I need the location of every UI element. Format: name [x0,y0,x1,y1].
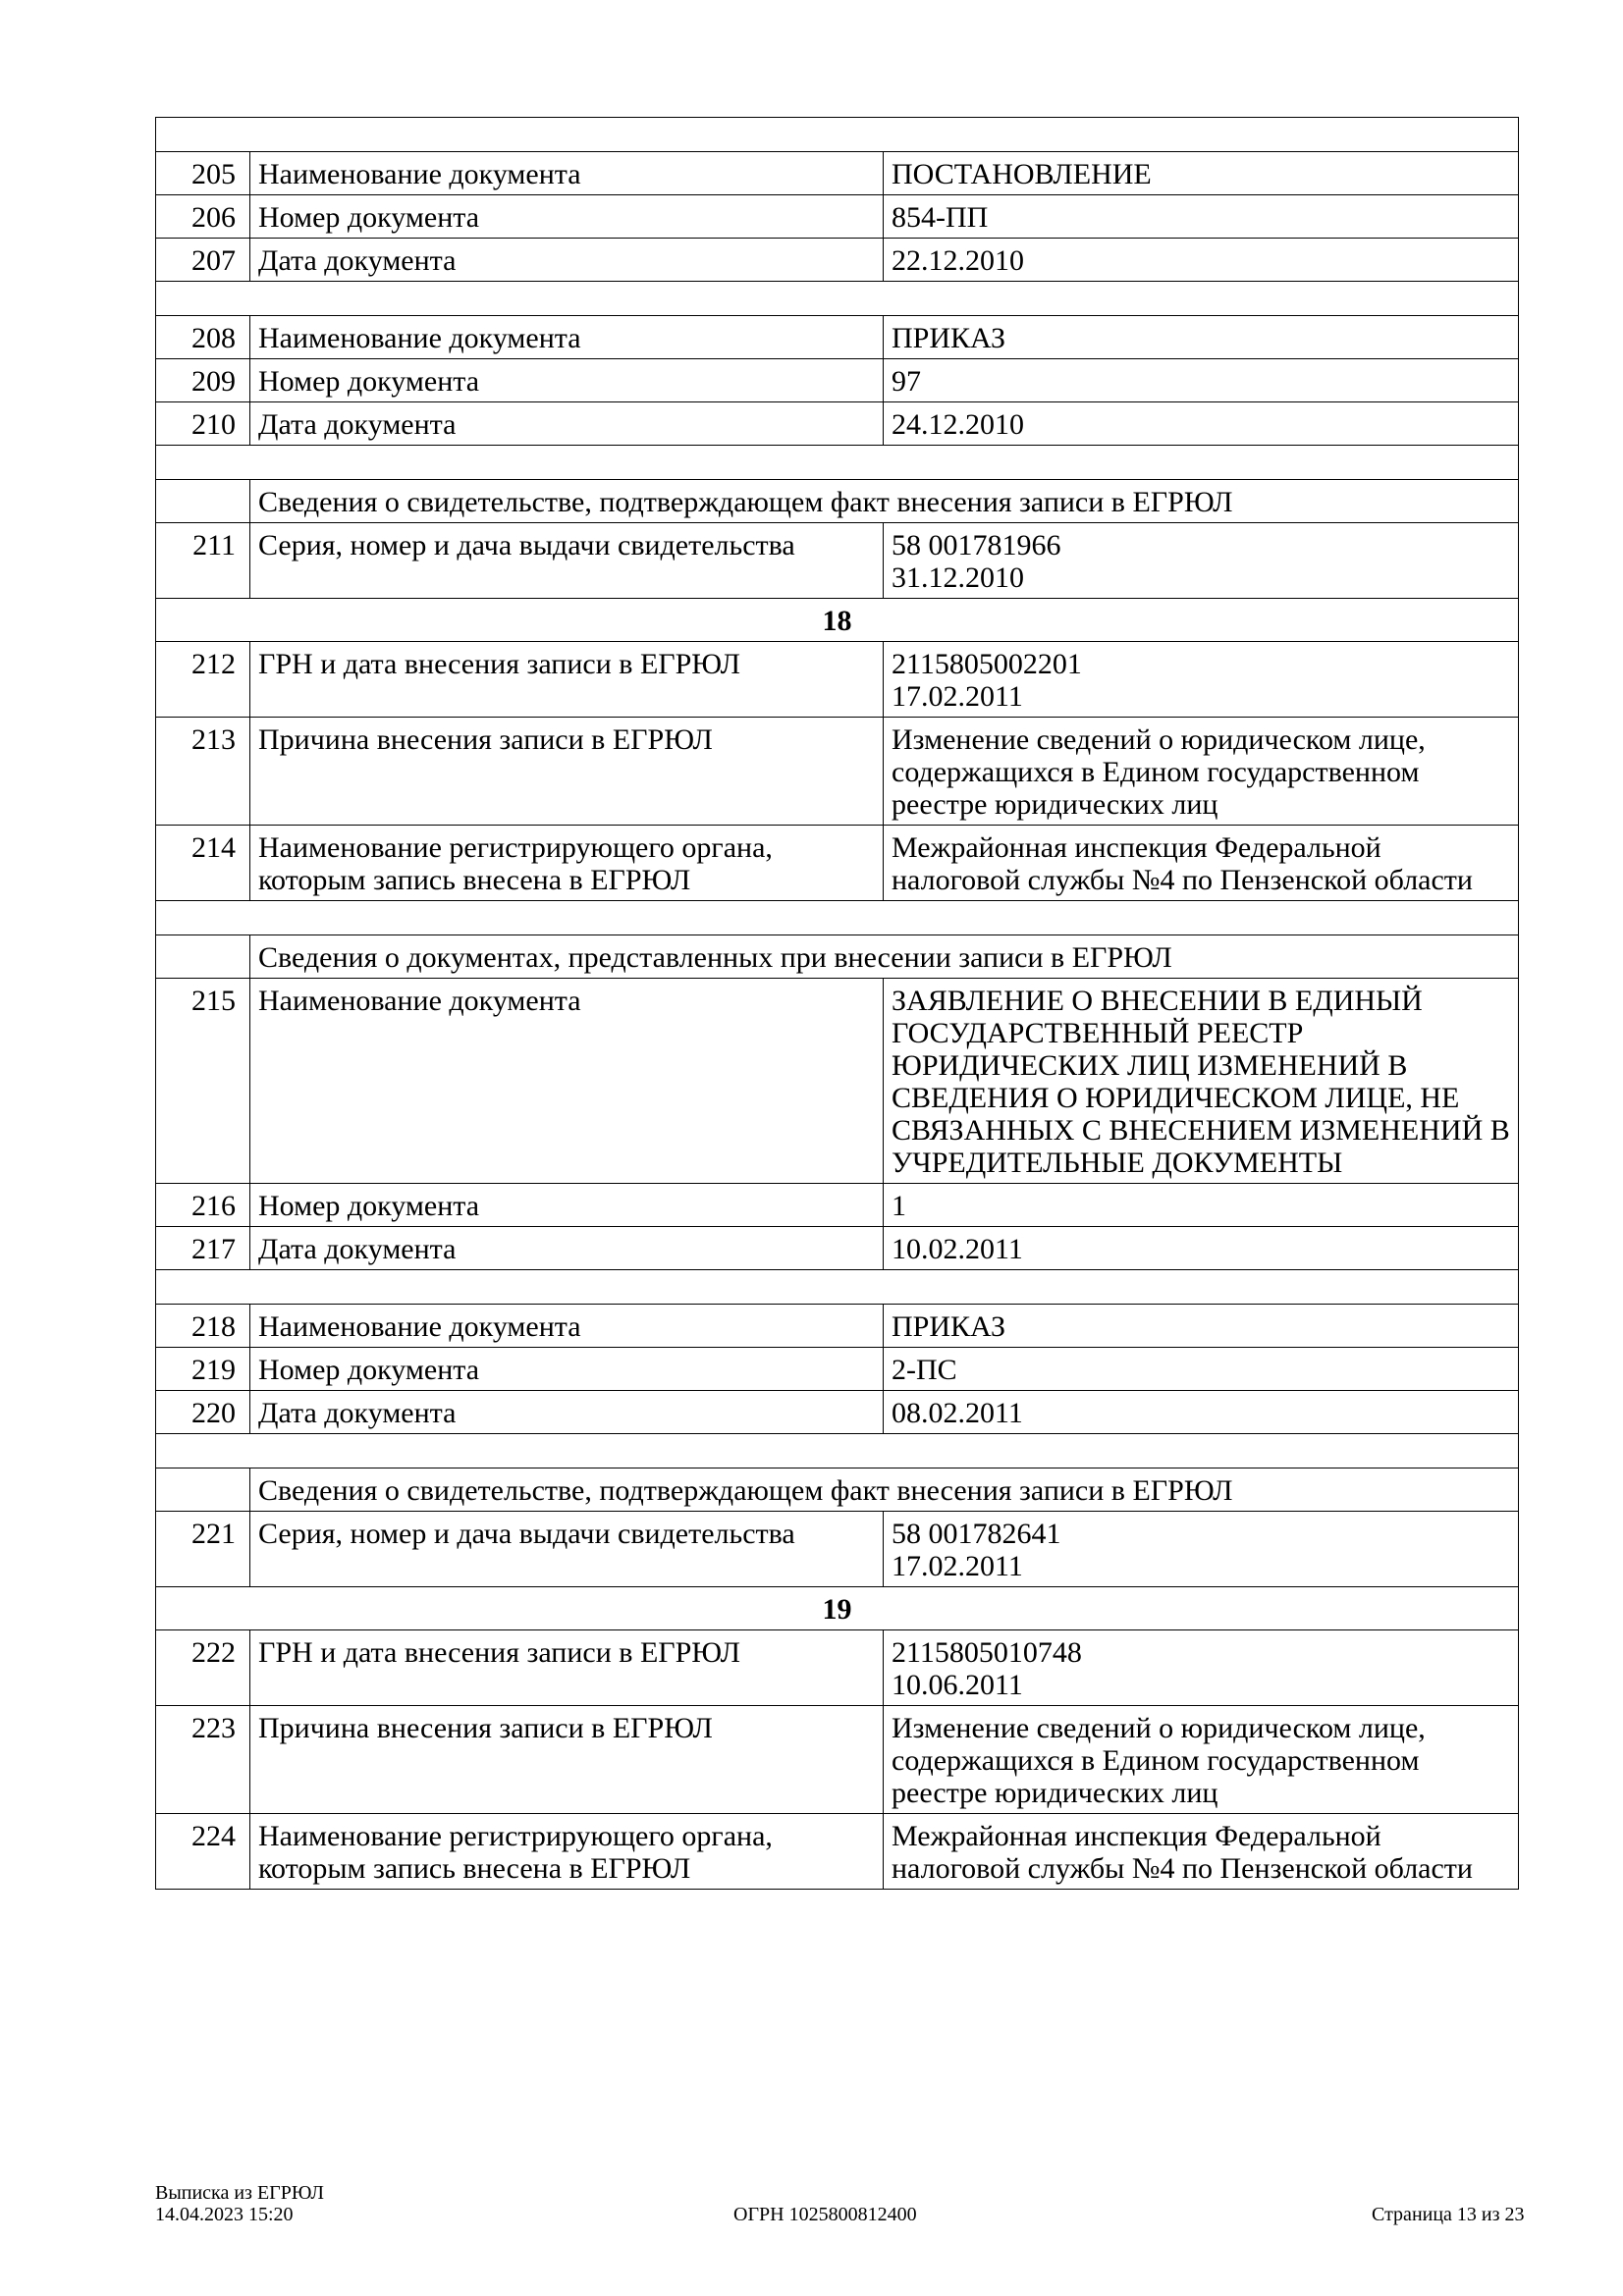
table-row [156,1814,1519,1890]
section-number-row [156,1587,1519,1630]
row-number: 213 [156,718,250,826]
field-value: 58 001781966 31.12.2010 [884,523,1519,599]
field-label: Наименование документа [250,152,884,195]
field-label: Серия, номер и дача выдачи свидетельства [250,1512,884,1587]
row-number: 221 [156,1512,250,1587]
field-value: Изменение сведений о юридическом лице, содержащихся в Едином государственном реестре юридических лиц [884,718,1519,826]
table-row [156,718,1519,826]
table-row [156,316,1519,359]
field-label: Дата документа [250,402,884,446]
blank-separator-row [156,1434,1519,1468]
subsection-heading-row [156,1468,1519,1512]
subsection-heading-row [156,480,1519,523]
field-value: 2-ПС [884,1348,1519,1391]
egrul-table [155,117,1519,1890]
field-value: 2115805002201 17.02.2011 [884,642,1519,718]
egrul-table-body [156,118,1519,1890]
field-label: Номер документа [250,359,884,402]
field-label: Наименование документа [250,979,884,1184]
table-row [156,1305,1519,1348]
row-number: 214 [156,826,250,901]
field-value: 08.02.2011 [884,1391,1519,1434]
table-row [156,1512,1519,1587]
table-row [156,1391,1519,1434]
field-label: Номер документа [250,1348,884,1391]
table-row [156,152,1519,195]
row-number: 215 [156,979,250,1184]
blank-cell [156,446,1519,480]
field-value: ПРИКАЗ [884,1305,1519,1348]
field-label: Дата документа [250,1227,884,1270]
row-number: 217 [156,1227,250,1270]
field-label: Наименование регистрирующего органа, которым запись внесена в ЕГРЮЛ [250,1814,884,1890]
table-row [156,359,1519,402]
row-number: 219 [156,1348,250,1391]
table-row [156,195,1519,239]
table-row [156,523,1519,599]
row-number: 207 [156,239,250,282]
blank-separator-row [156,901,1519,935]
blank-separator-row [156,446,1519,480]
field-value: ЗАЯВЛЕНИЕ О ВНЕСЕНИИ В ЕДИНЫЙ ГОСУДАРСТВЕННЫЙ РЕЕСТР ЮРИДИЧЕСКИХ ЛИЦ ИЗМЕНЕНИЙ В СВЕДЕНИЯ О ЮРИДИЧЕСКОМ ЛИЦЕ, НЕ СВЯЗАННЫХ С ВНЕСЕНИЕМ ИЗМЕНЕНИЙ В УЧРЕДИТЕЛЬНЫЕ ДОКУМЕНТЫ [884,979,1519,1184]
footer-page-number: Страница 13 из 23 [1372,2204,1525,2225]
row-number: 208 [156,316,250,359]
footer-datetime: 14.04.2023 15:20 [155,2204,294,2225]
section-number-row [156,599,1519,642]
row-number: 209 [156,359,250,402]
row-number: 223 [156,1706,250,1814]
row-number: 212 [156,642,250,718]
field-value: Межрайонная инспекция Федеральной налоговой службы №4 по Пензенской области [884,826,1519,901]
field-label: Дата документа [250,1391,884,1434]
empty-num-cell [156,1468,250,1512]
table-row [156,1630,1519,1706]
blank-cell [156,901,1519,935]
field-label: ГРН и дата внесения записи в ЕГРЮЛ [250,1630,884,1706]
field-value: 97 [884,359,1519,402]
section-number: 19 [156,1587,1519,1630]
blank-separator-row [156,282,1519,316]
table-row [156,239,1519,282]
row-number: 210 [156,402,250,446]
field-value: 854-ПП [884,195,1519,239]
section-number: 18 [156,599,1519,642]
field-label: Дата документа [250,239,884,282]
field-label: Номер документа [250,195,884,239]
field-label: Серия, номер и дача выдачи свидетельства [250,523,884,599]
table-row [156,979,1519,1184]
field-label: Причина внесения записи в ЕГРЮЛ [250,718,884,826]
footer-left [155,2182,324,2225]
subsection-heading: Сведения о свидетельстве, подтверждающем факт внесения записи в ЕГРЮЛ [250,480,1519,523]
field-label: Наименование документа [250,1305,884,1348]
table-row [156,1184,1519,1227]
footer-ogrn: ОГРН 1025800812400 [733,2204,917,2225]
table-row [156,1706,1519,1814]
field-value: ПОСТАНОВЛЕНИЕ [884,152,1519,195]
field-value: 22.12.2010 [884,239,1519,282]
footer-doc-title: Выписка из ЕГРЮЛ [155,2182,324,2204]
field-label: Наименование регистрирующего органа, которым запись внесена в ЕГРЮЛ [250,826,884,901]
table-row [156,402,1519,446]
row-number: 220 [156,1391,250,1434]
table-row [156,826,1519,901]
field-value: 24.12.2010 [884,402,1519,446]
row-number: 224 [156,1814,250,1890]
blank-cell [156,1434,1519,1468]
field-label: Причина внесения записи в ЕГРЮЛ [250,1706,884,1814]
empty-num-cell [156,480,250,523]
field-label: Наименование документа [250,316,884,359]
table-row [156,642,1519,718]
row-number: 211 [156,523,250,599]
field-value: Межрайонная инспекция Федеральной налоговой службы №4 по Пензенской области [884,1814,1519,1890]
field-value: 2115805010748 10.06.2011 [884,1630,1519,1706]
blank-separator-row [156,118,1519,152]
blank-cell [156,1270,1519,1305]
table-row [156,1348,1519,1391]
blank-cell [156,282,1519,316]
row-number: 218 [156,1305,250,1348]
blank-separator-row [156,1270,1519,1305]
field-label: ГРН и дата внесения записи в ЕГРЮЛ [250,642,884,718]
field-label: Номер документа [250,1184,884,1227]
field-value: 1 [884,1184,1519,1227]
field-value: 58 001782641 17.02.2011 [884,1512,1519,1587]
table-row [156,1227,1519,1270]
empty-num-cell [156,935,250,979]
row-number: 205 [156,152,250,195]
field-value: 10.02.2011 [884,1227,1519,1270]
blank-cell [156,118,1519,152]
subsection-heading: Сведения о свидетельстве, подтверждающем факт внесения записи в ЕГРЮЛ [250,1468,1519,1512]
subsection-heading: Сведения о документах, представленных при внесении записи в ЕГРЮЛ [250,935,1519,979]
row-number: 206 [156,195,250,239]
field-value: ПРИКАЗ [884,316,1519,359]
field-value: Изменение сведений о юридическом лице, содержащихся в Едином государственном реестре юридических лиц [884,1706,1519,1814]
subsection-heading-row [156,935,1519,979]
row-number: 222 [156,1630,250,1706]
row-number: 216 [156,1184,250,1227]
